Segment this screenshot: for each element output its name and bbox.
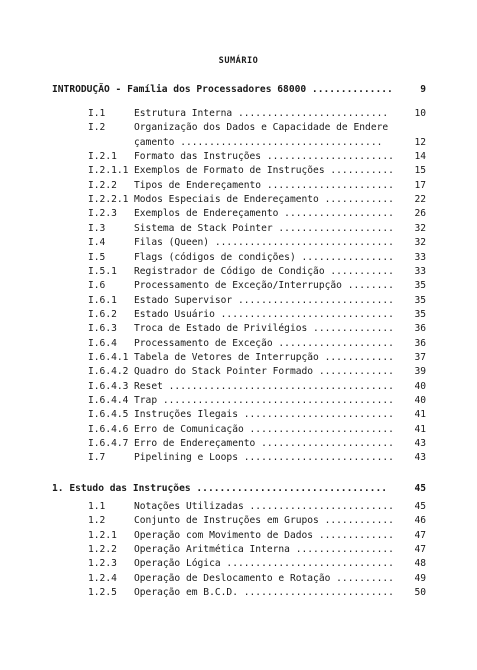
toc-entry-page: 41	[414, 423, 426, 435]
toc-entry	[0, 515, 477, 527]
toc-entry-page: 46	[414, 515, 426, 527]
toc-entry	[0, 424, 477, 436]
toc-entry-title: Conjunto de Instruções em Grupos ............	[134, 515, 394, 527]
toc-entry-title: Erro de Comunicação .........................	[134, 423, 394, 435]
toc-entry	[0, 165, 477, 177]
toc-entry	[0, 452, 477, 464]
toc-entry-number: I.6.3	[88, 323, 117, 335]
toc-entry-number: 1.1	[88, 501, 106, 512]
toc-entry	[0, 338, 477, 350]
toc-entry-title: Operação Aritmética Interna .................	[134, 544, 394, 556]
toc-entry-title: Operação com Movimento de Dados .............	[134, 529, 394, 541]
toc-entry-page: 41	[414, 409, 426, 421]
toc-entry-number: I.7	[88, 452, 106, 464]
toc-entry-number: 1.2.2	[88, 544, 117, 556]
toc-entry-title: çamento ...................................	[134, 136, 383, 148]
toc-entry	[0, 381, 477, 393]
toc-entry-title: Estrutura Interna ..........................	[134, 108, 389, 119]
toc-entry-number: I.5	[88, 251, 106, 263]
toc-entry-title: Estado Supervisor ...........................	[134, 294, 394, 306]
toc-entry-number: I.2.2.1	[88, 194, 129, 206]
toc-entry	[0, 151, 477, 163]
toc-entry	[0, 501, 477, 513]
toc-entry-title: Exemplos de Formato de Instruções ...........	[134, 165, 394, 177]
toc-entry-title: Operação em B.C.D. ..........................	[134, 587, 394, 599]
toc-entry	[0, 280, 477, 292]
toc-entry	[0, 544, 477, 556]
page-title: SUMÁRIO	[218, 56, 259, 66]
toc-entry-page: 36	[414, 337, 426, 349]
toc-entry-title: Erro de Endereçamento .......................	[134, 438, 394, 450]
toc-entry-title: Operação de Deslocamento e Rotação ..........	[134, 572, 394, 584]
toc-entry-title: Instruções Ilegais ..........................	[134, 409, 394, 421]
toc-entry-title: Sistema de Stack Pointer ....................	[134, 222, 394, 234]
toc-entry	[0, 266, 477, 278]
toc-entry	[0, 180, 477, 192]
toc-entry-page: 33	[414, 265, 426, 277]
toc-entry-page: 39	[414, 366, 426, 378]
toc-entry	[0, 208, 477, 220]
toc-entry-page: 10	[414, 108, 426, 119]
toc-entry	[0, 530, 477, 542]
toc-entry-page: 47	[414, 529, 426, 541]
toc-entry-title: Reset .......................................	[134, 380, 394, 392]
intro-entry	[0, 84, 477, 96]
toc-entry	[0, 137, 477, 149]
toc-entry-title: Exemplos de Endereçamento ...................	[134, 208, 394, 220]
toc-entry-title: Filas (Queen) ...............................	[134, 237, 394, 249]
toc-entry-page: 32	[414, 222, 426, 234]
toc-entry	[0, 122, 477, 134]
toc-entry-number: I.6	[88, 280, 106, 292]
toc-entry-page: 48	[414, 558, 426, 570]
toc-entry-title: Flags (códigos de condições) ................	[134, 251, 394, 263]
toc-entry-number: I.3	[88, 222, 106, 234]
toc-entry-number: 1.2.5	[88, 587, 117, 599]
toc-entry-number: I.1	[88, 108, 106, 119]
toc-entry-number: I.6.4	[88, 337, 117, 349]
toc-entry-number: I.5.1	[88, 265, 117, 277]
toc-entry	[0, 295, 477, 307]
toc-entry-number: I.2.1.1	[88, 165, 129, 177]
toc-entry-page: 43	[414, 452, 426, 464]
toc-entry-number: 1.2	[88, 515, 106, 527]
toc-entry-number: I.2.2	[88, 179, 117, 191]
toc-entry-page: 40	[414, 395, 426, 406]
toc-entry-title: Trap ........................................	[134, 395, 394, 406]
toc-entry-page: 35	[414, 280, 426, 292]
toc-entry-page: 50	[414, 587, 426, 599]
toc-entry	[0, 223, 477, 235]
toc-entry-page: 47	[414, 544, 426, 556]
toc-entry	[0, 352, 477, 364]
toc-entry-title: Notações Utilizadas .........................	[134, 501, 394, 512]
toc-entry-number: 1.2.4	[88, 572, 117, 584]
intro-label: INTRODUÇÃO - Família dos Processadores 68000 ..............	[52, 84, 393, 95]
toc-entry-title: Processamento de Exceção ....................	[134, 337, 394, 349]
toc-entry-title: Quadro do Stack Pointer Formado .............	[134, 366, 394, 378]
toc-entry-number: I.6.4.7	[88, 438, 129, 450]
toc-entry-title: Estado Usuário ..............................	[134, 308, 394, 320]
toc-entry	[0, 366, 477, 378]
toc-entry-page: 15	[414, 165, 426, 177]
toc-entry-page: 35	[414, 294, 426, 306]
toc-entry-number: I.4	[88, 237, 106, 249]
toc-entry	[0, 409, 477, 421]
toc-entry	[0, 108, 477, 120]
toc-entry-number: 1.2.1	[88, 529, 117, 541]
toc-entry	[0, 438, 477, 450]
toc-entry	[0, 323, 477, 335]
toc-entry-page: 45	[414, 501, 426, 512]
chapter-1-page: 45	[414, 483, 426, 494]
intro-page: 9	[420, 84, 426, 95]
toc-entry-page: 32	[414, 237, 426, 249]
toc-entry-page: 12	[414, 136, 426, 148]
toc-entry-number: I.2.3	[88, 208, 117, 220]
toc-entry-title: Tabela de Vetores de Interrupção ............	[134, 351, 394, 363]
toc-entry-page: 26	[414, 208, 426, 220]
toc-entry-number: I.6.4.5	[88, 409, 129, 421]
toc-entry-number: I.6.4.4	[88, 395, 129, 406]
toc-entry-title: Formato das Instruções ......................	[134, 151, 394, 163]
toc-entry	[0, 252, 477, 264]
toc-entry-number: I.6.4.2	[88, 366, 129, 378]
toc-entry-title: Troca de Estado de Privilégios ..............	[134, 323, 394, 335]
toc-entry-page: 40	[414, 380, 426, 392]
toc-entry-title: Pipelining e Loops ..........................	[134, 452, 394, 464]
toc-entry	[0, 237, 477, 249]
toc-entry-number: I.6.4.1	[88, 351, 129, 363]
toc-entry-page: 49	[414, 572, 426, 584]
toc-entry	[0, 573, 477, 585]
toc-entry-page: 43	[414, 438, 426, 450]
toc-entry-page: 33	[414, 251, 426, 263]
toc-entry-page: 17	[414, 179, 426, 191]
toc-entry-page: 37	[414, 351, 426, 363]
chapter-1-entry	[0, 483, 477, 495]
toc-entry	[0, 309, 477, 321]
toc-entry-page: 22	[414, 194, 426, 206]
toc-entry-number: I.6.2	[88, 308, 117, 320]
toc-entry-title: Registrador de Código de Condição ...........	[134, 265, 394, 277]
toc-entry	[0, 558, 477, 570]
toc-entry-title: Operação Lógica .............................	[134, 558, 394, 570]
toc-entry-number: I.2.1	[88, 151, 117, 163]
toc-entry-title: Organização dos Dados e Capacidade de Endere	[134, 122, 389, 134]
toc-entry-title: Modos Especiais de Endereçamento ............	[134, 194, 394, 206]
toc-entry-number: I.2	[88, 122, 106, 134]
toc-entry-number: 1.2.3	[88, 558, 117, 570]
toc-entry-title: Tipos de Endereçamento ......................	[134, 179, 394, 191]
toc-entry	[0, 194, 477, 206]
toc-entry-page: 14	[414, 151, 426, 163]
chapter-1-label: 1. Estudo das Instruções .................................	[52, 483, 388, 494]
toc-entry-number: I.6.4.3	[88, 380, 129, 392]
toc-entry-number: I.6.1	[88, 294, 117, 306]
toc-entry-number: I.6.4.6	[88, 423, 129, 435]
toc-entry-page: 36	[414, 323, 426, 335]
toc-entry	[0, 395, 477, 407]
toc-entry	[0, 587, 477, 599]
toc-entry-page: 35	[414, 308, 426, 320]
toc-entry-title: Processamento de Exceção/Interrupção ........	[134, 280, 394, 292]
